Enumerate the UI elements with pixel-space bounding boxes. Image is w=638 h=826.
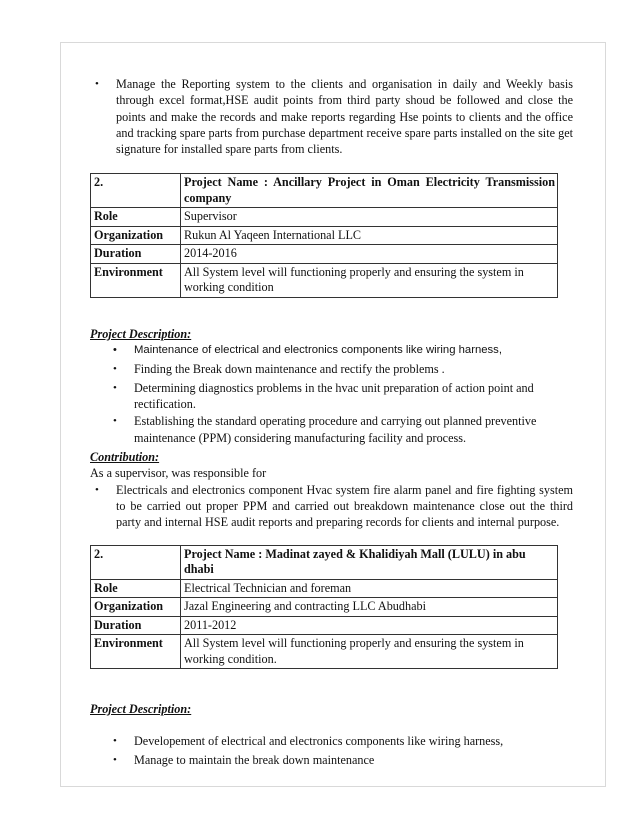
bullet-icon: • (95, 483, 99, 496)
bullet-icon: • (95, 78, 99, 90)
list-item-text: Manage the Reporting system to the clients and organisation in daily and Weekly basis through excel format,HSE audit points from third party shoud be followed and close the points and make the records and make reports regarding Hse points to clients and the office and tracking spare parts from purchase department receive spare parts installed on the site get signature for installed spare parts from clients. (116, 77, 573, 157)
project-description-heading: Project Description: (90, 326, 192, 341)
bullet-icon: • (113, 735, 117, 748)
list-item-text: Determining diagnostics problems in the hvac unit preparation of action point and rectification. (134, 380, 534, 412)
table-row (91, 245, 558, 264)
document-body (90, 76, 573, 768)
list-item (108, 380, 573, 413)
row-label: Organization (91, 598, 181, 617)
bullet-icon: • (113, 415, 117, 428)
table-header-row (91, 174, 558, 208)
row-value: Jazal Engineering and contracting LLC Abudhabi (181, 598, 558, 617)
table-header-row (91, 545, 558, 579)
row-value: Supervisor (181, 208, 558, 227)
table-row (91, 263, 558, 297)
list-item (108, 413, 573, 446)
table-row (91, 208, 558, 227)
row-label: Environment (91, 635, 181, 669)
intro-bullet-list (90, 76, 573, 157)
list-item (90, 482, 573, 531)
row-label: Role (91, 579, 181, 598)
project-table-2 (90, 545, 558, 670)
row-label: Duration (91, 245, 181, 264)
row-label: Duration (91, 616, 181, 635)
contribution-list (90, 482, 573, 531)
bullet-icon: • (113, 344, 117, 357)
contribution-heading: Contribution: (90, 450, 160, 465)
project-description-list (90, 342, 573, 446)
project-table-1 (90, 173, 558, 298)
row-label: Organization (91, 226, 181, 245)
project-number: 2. (91, 174, 181, 208)
bullet-icon: • (113, 753, 117, 766)
project-number: 2. (91, 545, 181, 579)
row-value: 2011-2012 (181, 616, 558, 635)
list-item (108, 752, 573, 768)
table-row (91, 635, 558, 669)
row-value: Electrical Technician and foreman (181, 579, 558, 598)
row-label: Environment (91, 263, 181, 297)
project-name: Project Name : Ancillary Project in Oman Electricity Transmission company (181, 174, 558, 208)
list-item-text: Establishing the standard operating procedure and carrying out planned preventive maintenance (PPM) considering manufacturing facility and process. (134, 414, 537, 445)
row-value: 2014-2016 (181, 245, 558, 264)
table-row (91, 616, 558, 635)
row-value: All System level will functioning properly and ensuring the system in working condition. (181, 635, 558, 669)
project-name: Project Name : Madinat zayed & Khalidiyah Mall (LULU) in abu dhabi (181, 545, 558, 579)
list-item (108, 361, 573, 377)
table-row (91, 579, 558, 598)
table-row (91, 226, 558, 245)
row-value: Rukun Al Yaqeen International LLC (181, 226, 558, 245)
list-item-text: Developement of electrical and electronics components like wiring harness, (134, 734, 504, 749)
project-description-heading: Project Description: (90, 702, 192, 717)
bullet-icon: • (113, 381, 117, 394)
bullet-icon: • (113, 362, 117, 375)
project-description-list (90, 733, 573, 768)
table-row (91, 598, 558, 617)
list-item-text: Maintenance of electrical and electronics components like wiring harness, (134, 344, 502, 357)
list-item (108, 733, 573, 749)
contribution-intro: As a supervisor, was responsible for (90, 466, 267, 481)
list-item-text: Manage to maintain the break down maintenance (134, 752, 375, 767)
row-value: All System level will functioning properly and ensuring the system in working condition (181, 263, 558, 297)
list-item (90, 76, 573, 157)
list-item-text: Finding the Break down maintenance and rectify the problems . (134, 361, 445, 376)
list-item (108, 342, 573, 358)
list-item-text: Electricals and electronics component Hvac system fire alarm panel and fire fighting system to be carried out proper PPM and carried out breakdown maintenance close out the third party and internal HSE audit reports and preparing records for clients and internal purpose. (116, 482, 573, 530)
row-label: Role (91, 208, 181, 227)
